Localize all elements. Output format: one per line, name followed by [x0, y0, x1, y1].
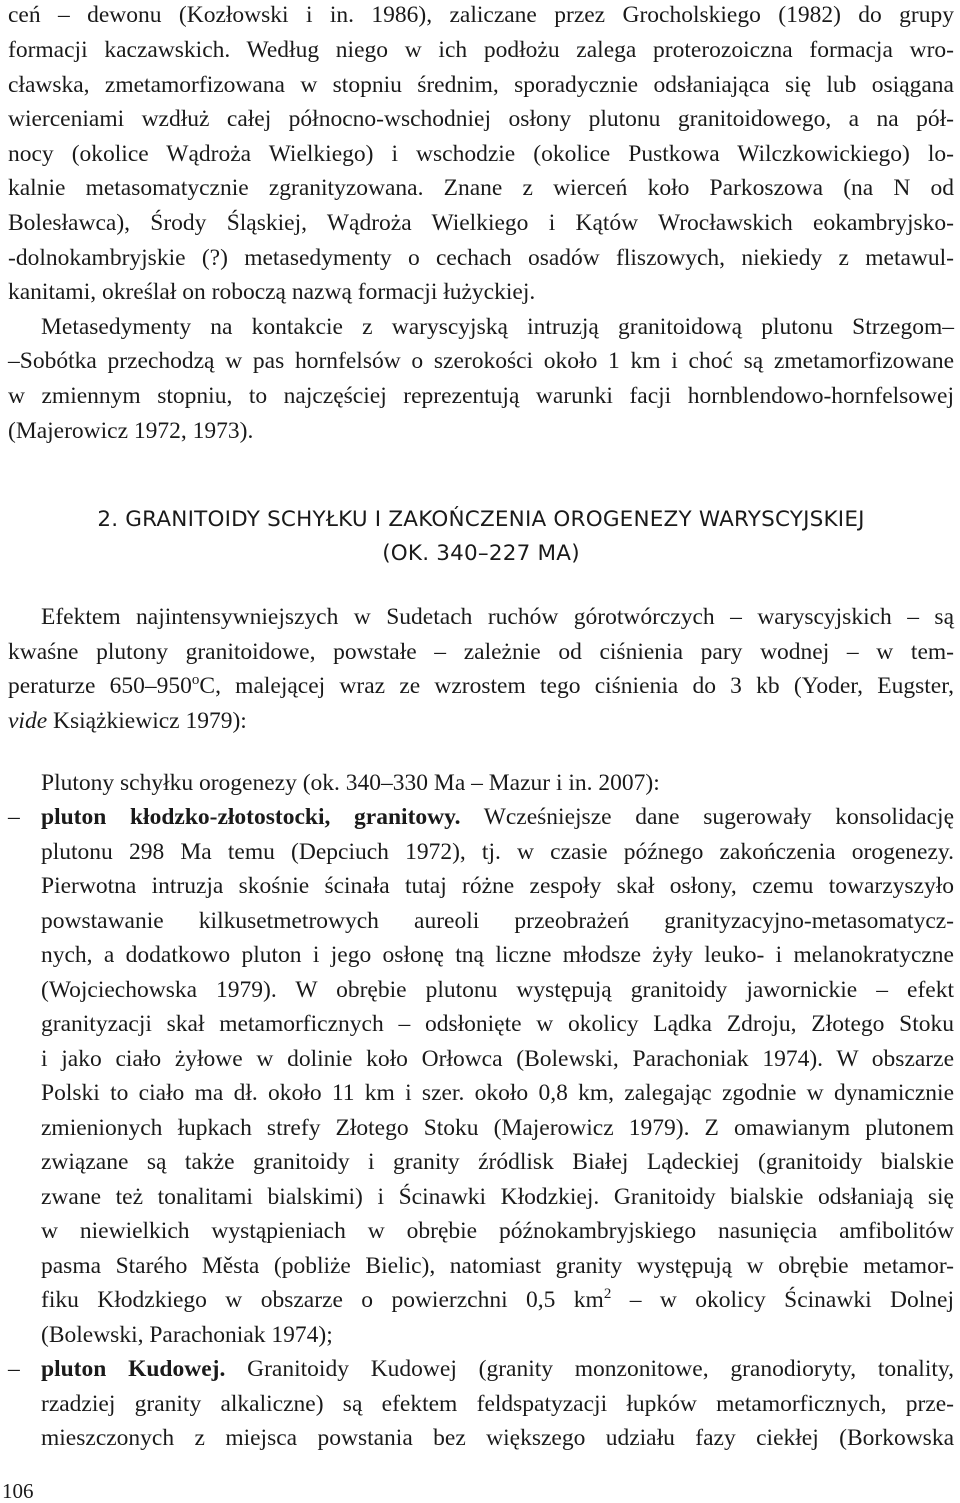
section-heading-subtitle: (OK. 340–227 MA)	[382, 541, 580, 566]
text-line	[8, 710, 247, 734]
text-line: nych, a dodatkowo pluton i jego osłonę tną liczne młodsze żyły leuko- i melanokratyczne	[41, 942, 954, 968]
text-fragment: Wcześniejsze dane sugerowały konsolidację	[460, 804, 955, 830]
text-line: Pierwotna intruzja skośnie ścinała tutaj różne zespoły skał osłony, czemu towarzyszyło	[41, 873, 954, 899]
text-line: nocy (okolice Wądroża Wielkiego) i wschodzie (okolice Pustkowa Wilczkowickiego) lo-	[8, 141, 954, 167]
text-line: (Wojciechowska 1979). W obrębie plutonu występują granitoidy jawornickie – efekt	[41, 977, 954, 1003]
text-fragment: Książkiewicz 1979):	[47, 708, 247, 734]
text-line: powstawanie kilkusetmetrowych aureoli przeobrażeń granityzacyjno-metasomatycz-	[41, 908, 954, 934]
text-line	[41, 1358, 954, 1382]
text-line: wierceniami wzdłuż całej północno-wschodniej osłony plutonu granitoidowego, a na pół-	[8, 106, 954, 132]
text-fragment: fiku Kłodzkiego w obszarze o powierzchni 0,5 km	[41, 1287, 604, 1313]
text-line: –Sobótka przechodzą w pas hornfelsów o szerokości około 1 km i choć są zmetamorfizowane	[8, 348, 954, 374]
text-line: kalnie metasomatycznie zgranityzowana. Znane z wierceń koło Parkoszowa (na N od	[8, 175, 954, 201]
text-line: ceń – dewonu (Kozłowski i in. 1986), zaliczane przez Grocholskiego (1982) do grupy	[8, 2, 954, 28]
text-line: Metasedymenty na kontakcie z waryscyjską intruzją granitoidową plutonu Strzegom–	[41, 314, 954, 340]
italic-word: vide	[8, 708, 48, 734]
text-line: zwane też tonalitami bialskimi) i Ścinawki Kłodzkiej. Granitoidy bialskie odsłaniają się	[41, 1184, 954, 1210]
text-line: i jako ciało żyłowe w dolinie koło Orłowca (Bolewski, Parachoniak 1974). W obszarze	[41, 1046, 954, 1072]
text-line: pasma Starého Města (pobliże Bielic), natomiast granity występują w obrębie metamor-	[41, 1253, 954, 1279]
text-line: związane są także granitoidy i granity źródlisk Białej Lądeckiej (granitoidy bialskie	[41, 1149, 954, 1175]
text-line: w zmiennym stopniu, to najczęściej reprezentują warunki facji hornblendowo-hornfelsowej	[8, 383, 954, 409]
text-fragment: peraturze 650–950	[8, 673, 192, 699]
text-fragment: – w okolicy Ścinawki Dolnej	[611, 1287, 954, 1313]
text-line: granityzacji skał metamorficznych – odsłonięte w okolicy Lądka Zdroju, Złotego Stoku	[41, 1011, 954, 1037]
list-dash: –	[8, 804, 20, 830]
text-line: rzadziej granity alkaliczne) są efektem feldspatyzacji łupków metamorficznych, prze-	[41, 1391, 954, 1417]
section-heading: 2. GRANITOIDY SCHYŁKU I ZAKOŃCZENIA OROGENEZY WARYSCYJSKIEJ	[97, 507, 865, 532]
page-number: 106	[2, 1479, 34, 1503]
text-line	[8, 672, 954, 699]
text-line: formacji kaczawskich. Według niego w ich podłożu zalega proterozoiczna formacja wro-	[8, 37, 954, 63]
text-line: cławska, zmetamorfizowana w stopniu średnim, sporadycznie odsłaniająca się lub osiągana	[8, 72, 954, 98]
text-line: mieszczonych z miejsca powstania bez większego udziału fazy ciekłej (Borkowska	[41, 1425, 954, 1451]
text-line: plutonu 298 Ma temu (Depciuch 1972), tj. w czasie późnego zakończenia orogenezy.	[41, 839, 954, 865]
text-line: w niewielkich wystąpieniach w obrębie późnokambryjskiego nasunięcia amfibolitów	[41, 1218, 954, 1244]
text-fragment: C, malejącej wraz ze wzrostem tego ciśnienia do 3 kb (Yoder, Eugster,	[199, 673, 954, 699]
text-line: zmienionych łupkach strefy Złotego Stoku (Majerowicz 1979). Z omawianym plutonem	[41, 1115, 954, 1141]
text-line: Efektem najintensywniejszych w Sudetach ruchów górotwórczych – waryscyjskich – są	[41, 604, 954, 630]
list-intro: Plutony schyłku orogenezy (ok. 340–330 Ma – Mazur i in. 2007):	[41, 770, 660, 796]
text-line	[41, 1286, 954, 1313]
text-line: kwaśne plutony granitoidowe, powstałe – zależnie od ciśnienia pary wodnej – w tem-	[8, 639, 954, 665]
list-dash: –	[8, 1356, 20, 1382]
degree-superscript: o	[191, 672, 200, 688]
text-line: (Majerowicz 1972, 1973).	[8, 418, 254, 444]
text-line: Bolesławca), Środy Śląskiej, Wądroża Wielkiego i Kątów Wrocławskich eokambryjsko-	[8, 210, 954, 236]
square-superscript: 2	[603, 1286, 612, 1302]
text-line: kanitami, określał on roboczą nazwą formacji łużyckiej.	[8, 279, 536, 305]
text-fragment: Granitoidy Kudowej (granity monzonitowe, granodioryty, tonality,	[225, 1356, 954, 1382]
list-item-title: pluton Kudowej.	[41, 1356, 226, 1382]
text-line: (Bolewski, Parachoniak 1974);	[41, 1322, 333, 1348]
list-item-title: pluton kłodzko-złotostocki, granitowy.	[41, 804, 461, 830]
text-line: -dolnokambryjskie (?) metasedymenty o cechach osadów fliszowych, niekiedy z metawul-	[8, 245, 954, 271]
text-line	[41, 806, 954, 830]
text-line: Polski to ciało ma dł. około 11 km i szer. około 0,8 km, zalegając zgodnie w dynamicznie	[41, 1080, 954, 1106]
